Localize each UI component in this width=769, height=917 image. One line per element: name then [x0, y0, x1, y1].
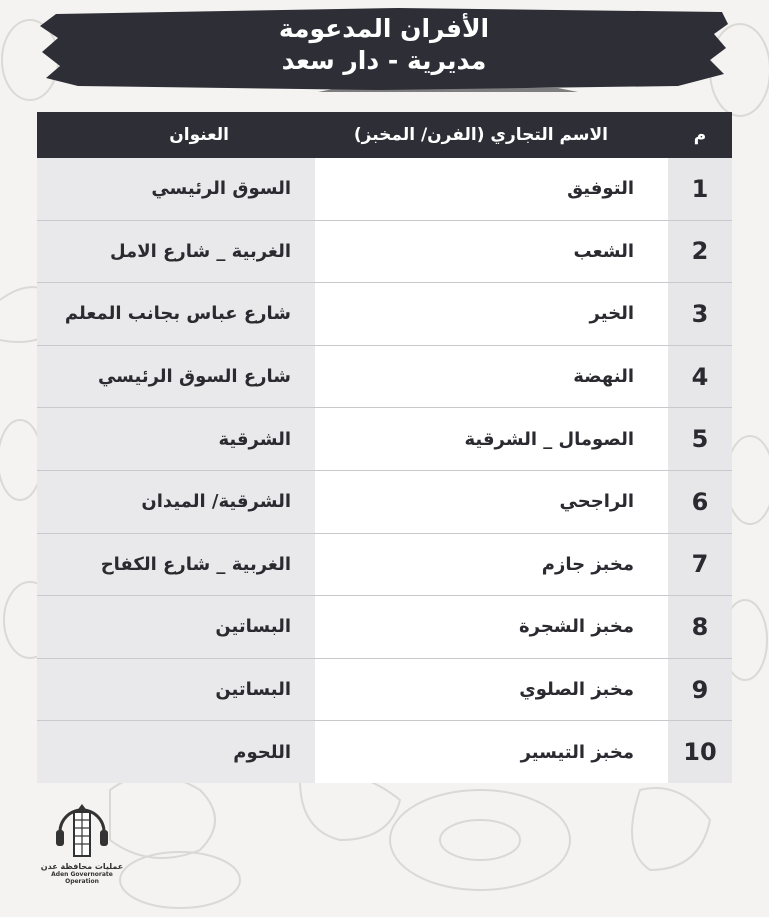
row-num: 5 — [668, 408, 732, 470]
page-subtitle: مديرية - دار سعد — [281, 46, 487, 75]
row-num: 9 — [668, 659, 732, 721]
table-row — [37, 283, 732, 346]
page-title: الأفران المدعومة — [278, 14, 490, 43]
row-num: 6 — [668, 471, 732, 533]
row-name: النهضة — [315, 346, 668, 408]
table-row — [37, 534, 732, 597]
table-row — [37, 659, 732, 722]
title-banner — [38, 4, 730, 92]
row-name: مخبز الشجرة — [315, 596, 668, 658]
row-num: 8 — [668, 596, 732, 658]
table-row — [37, 346, 732, 409]
table-row — [37, 721, 732, 783]
row-address: شارع السوق الرئيسي — [37, 346, 315, 408]
row-num: 7 — [668, 534, 732, 596]
logo-english-text: Aden Governorate Operation — [51, 871, 113, 885]
row-name: مخبز جازم — [315, 534, 668, 596]
row-address: الغربية _ شارع الكفاح — [37, 534, 315, 596]
table-row — [37, 408, 732, 471]
row-address: شارع عباس بجانب المعلم — [37, 283, 315, 345]
header-name: الاسم التجاري (الفرن/ المخبز) — [315, 112, 668, 158]
table-row — [37, 221, 732, 284]
logo-arabic-text: عمليات محافظة عدن — [40, 862, 124, 871]
row-num: 4 — [668, 346, 732, 408]
bakeries-table — [37, 112, 732, 783]
table-row — [37, 596, 732, 659]
row-address: الشرقية — [37, 408, 315, 470]
row-address: الشرقية/ الميدان — [37, 471, 315, 533]
row-name: التوفيق — [315, 158, 668, 220]
row-num: 3 — [668, 283, 732, 345]
row-address: البساتين — [37, 596, 315, 658]
row-address: اللحوم — [37, 721, 315, 783]
table-row — [37, 471, 732, 534]
table-row — [37, 158, 732, 221]
row-num: 10 — [668, 721, 732, 783]
row-address: البساتين — [37, 659, 315, 721]
row-name: مخبز التيسير — [315, 721, 668, 783]
row-address: الغربية _ شارع الامل — [37, 221, 315, 283]
row-num: 1 — [668, 158, 732, 220]
row-name: الشعب — [315, 221, 668, 283]
aden-governorate-logo — [34, 800, 130, 890]
header-address: العنوان — [37, 112, 315, 158]
row-name: الصومال _ الشرقية — [315, 408, 668, 470]
row-name: الخير — [315, 283, 668, 345]
row-num: 2 — [668, 221, 732, 283]
table-header-row — [37, 112, 732, 158]
row-name: الراجحي — [315, 471, 668, 533]
aden-governorate-logo-icon — [52, 800, 112, 860]
header-num: م — [668, 112, 732, 158]
row-address: السوق الرئيسي — [37, 158, 315, 220]
row-name: مخبز الصلوي — [315, 659, 668, 721]
